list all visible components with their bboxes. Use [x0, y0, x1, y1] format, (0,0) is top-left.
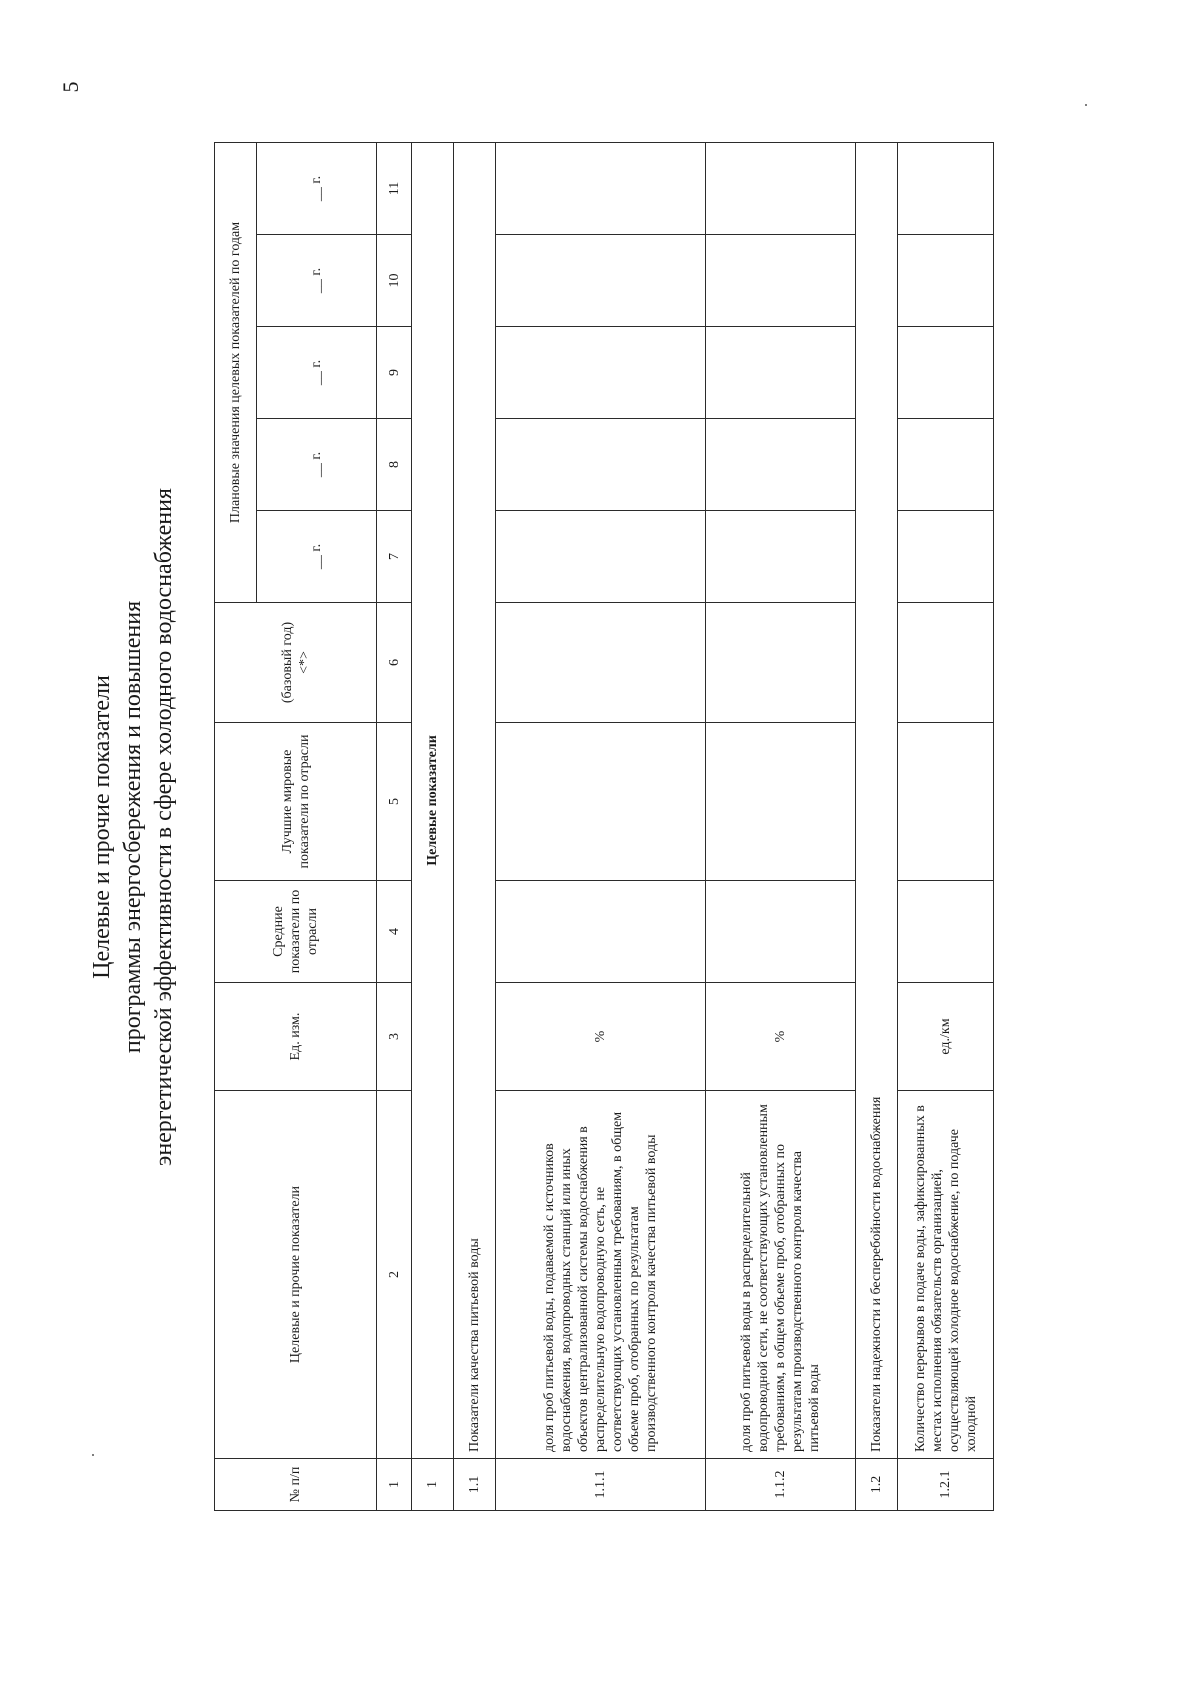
scan-speck [92, 1454, 94, 1456]
col-num-8: 8 [377, 419, 412, 511]
table-cell [496, 419, 706, 511]
col-num-10: 10 [377, 235, 412, 327]
table-cell [706, 235, 856, 327]
table-cell [706, 327, 856, 419]
table-row [706, 142, 856, 1510]
table-cell [496, 142, 706, 234]
title-line-3: энергетической эффективности в сфере холодного водоснабжения [151, 488, 177, 1166]
col-num-1: 1 [377, 1459, 412, 1511]
header-no: № п/п [215, 1459, 377, 1511]
table-cell [496, 511, 706, 603]
header-year-1: __ г. [257, 511, 377, 603]
document-title [87, 157, 180, 1497]
subsection-2-title: Показатели надежности и бесперебойности водоснабжения [856, 142, 898, 1458]
table-cell [898, 235, 994, 327]
row-1-2-1-unit: ед./км [898, 983, 994, 1091]
table-row [898, 142, 994, 1510]
title-line-2: программы энергосбережения и повышения [120, 600, 146, 1054]
col-num-4: 4 [377, 881, 412, 983]
header-base-year: (базовый год) <*> [215, 603, 377, 723]
table-cell [496, 603, 706, 723]
header-year-2: __ г. [257, 419, 377, 511]
col-num-11: 11 [377, 142, 412, 234]
row-1-1-2-text: доля проб питьевой воды в распределительной водопроводной сети, не соответствующих установленным требованиям, в общем объеме проб, отобранных по результатам производственного контроля качества питьевой воды [706, 1091, 856, 1459]
section-title: Целевые показатели [412, 142, 454, 1458]
col-num-3: 3 [377, 983, 412, 1091]
table-cell [706, 723, 856, 881]
row-1-1-2-unit: % [706, 983, 856, 1091]
table-cell [706, 419, 856, 511]
subsection-2-no: 1.2 [856, 1459, 898, 1511]
section-no: 1 [412, 1459, 454, 1511]
header-best: Лучшие мировые показатели по отрасли [215, 723, 377, 881]
header-indicator: Целевые и прочие показатели [215, 1091, 377, 1459]
col-num-2: 2 [377, 1091, 412, 1459]
subsection-2-row [856, 142, 898, 1510]
subsection-1-no: 1.1 [454, 1459, 496, 1511]
header-year-5: __ г. [257, 142, 377, 234]
col-num-5: 5 [377, 723, 412, 881]
table-cell [706, 603, 856, 723]
table-cell [706, 881, 856, 983]
subsection-1-title: Показатели качества питьевой воды [454, 142, 496, 1458]
table-cell [496, 723, 706, 881]
row-1-2-1-no: 1.2.1 [898, 1459, 994, 1511]
section-row [412, 142, 454, 1510]
title-line-1: Целевые и прочие показатели [89, 675, 115, 979]
table-cell [898, 142, 994, 234]
table-cell [496, 327, 706, 419]
row-1-1-2-no: 1.1.2 [706, 1459, 856, 1511]
table-cell [496, 881, 706, 983]
col-num-7: 7 [377, 511, 412, 603]
table-cell [898, 419, 994, 511]
row-1-1-1-no: 1.1.1 [496, 1459, 706, 1511]
col-num-9: 9 [377, 327, 412, 419]
table-cell [898, 881, 994, 983]
table-cell [898, 511, 994, 603]
page-number: 5 [58, 81, 83, 93]
table-cell [706, 142, 856, 234]
table-cell [898, 723, 994, 881]
subsection-1-row [454, 142, 496, 1510]
header-planned-values: Плановые значения целевых показателей по годам [215, 142, 257, 602]
table-row [496, 142, 706, 1510]
scan-speck [1085, 104, 1087, 106]
header-unit: Ед. изм. [215, 983, 377, 1091]
header-year-3: __ г. [257, 327, 377, 419]
header-avg: Средние показатели по отрасли [215, 881, 377, 983]
table-cell [898, 603, 994, 723]
table-cell [496, 235, 706, 327]
row-1-2-1-text: Количество перерывов в подаче воды, зафиксированных в местах исполнения обязательств организацией, осуществляющей холодное водоснабжение, по подаче холодной [898, 1091, 994, 1459]
header-year-4: __ г. [257, 235, 377, 327]
header-row-1 [215, 142, 257, 1510]
row-1-1-1-text: доля проб питьевой воды, подаваемой с источников водоснабжения, водопроводных станций или иных объектов централизованной системы водоснабжения в распределительную водопроводную сеть, не соответствующих установленным требованиям, в общем объеме проб, отобранных по результатам производственного контроля качества питьевой воды [496, 1091, 706, 1459]
row-1-1-1-unit: % [496, 983, 706, 1091]
table-cell [706, 511, 856, 603]
indicators-table [214, 142, 994, 1511]
col-num-6: 6 [377, 603, 412, 723]
table-cell [898, 327, 994, 419]
column-numbers-row [377, 142, 412, 1510]
